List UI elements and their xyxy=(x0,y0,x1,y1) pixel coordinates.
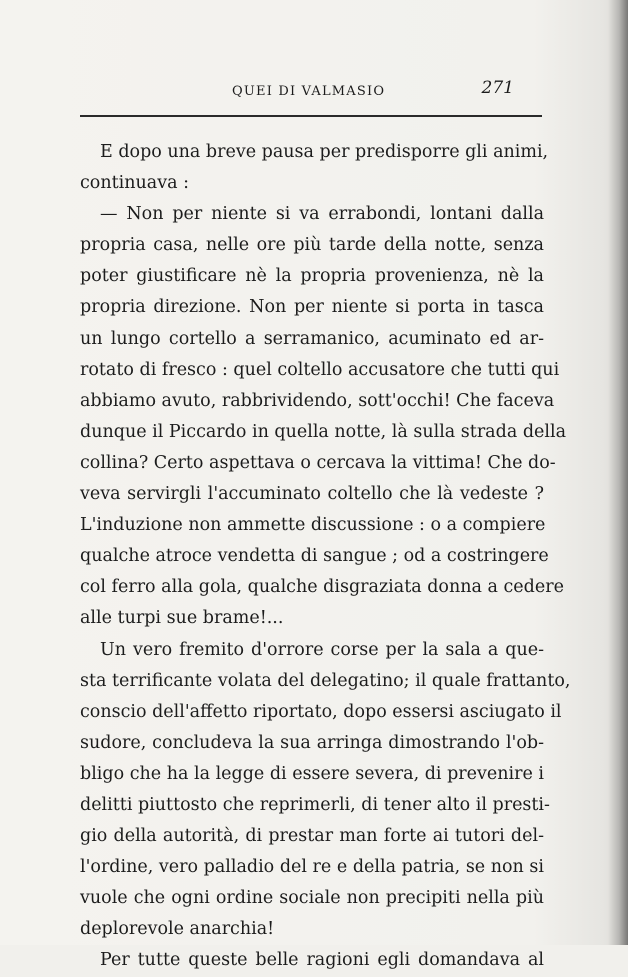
text-line: rotato di fresco : quel coltello accusatore che tutti qui xyxy=(80,359,560,380)
text-line: vuole che ogni ordine sociale non precipiti nella più xyxy=(80,888,544,909)
page-gutter-shadow xyxy=(608,0,628,945)
text-line: propria direzione. Non per niente si porta in tasca xyxy=(80,297,544,318)
text-line: l'ordine, vero palladio del re e della patria, se non si xyxy=(80,857,544,878)
text-line: L'induzione non ammette discussione : o a compiere xyxy=(80,515,546,536)
text-line: delitti piuttosto che reprimerli, di tener alto il presti- xyxy=(80,794,550,815)
text-line: poter giustificare nè la propria provenienza, nè la xyxy=(80,266,544,287)
text-line: bligo che ha la legge di essere severa, di prevenire i xyxy=(80,763,544,784)
text-line: alle turpi sue brame!... xyxy=(80,608,284,629)
text-line: gio della autorità, di prestar man forte ai tutori del- xyxy=(80,826,544,847)
body-text xyxy=(80,137,571,977)
text-line: sta terrificante volata del delegatino; il quale frattanto, xyxy=(80,670,571,691)
text-line: sudore, concludeva la sua arringa dimostrando l'ob- xyxy=(80,732,544,753)
text-line: veva servirgli l'accuminato coltello che là vedeste ? xyxy=(80,484,544,505)
header-rule xyxy=(80,115,542,117)
text-line: dunque il Piccardo in quella notte, là sulla strada della xyxy=(80,421,567,442)
text-line: un lungo cortello a serramanico, acuminato ed ar- xyxy=(80,328,544,349)
text-line: E dopo una breve pausa per predisporre gli animi, xyxy=(100,142,549,162)
text-line: — Non per niente si va errabondi, lontani dalla xyxy=(100,204,544,225)
text-line: Un vero fremito d'orrore corse per la sala a que- xyxy=(100,639,544,660)
running-title: QUEI DI VALMASIO xyxy=(232,84,386,99)
text-line: qualche atroce vendetta di sangue ; od a costringere xyxy=(80,546,549,567)
page-header xyxy=(80,78,542,102)
text-line: col ferro alla gola, qualche disgraziata donna a cedere xyxy=(80,577,564,598)
text-line: abbiamo avuto, rabbrividendo, sott'occhi! Che faceva xyxy=(80,390,555,411)
page-number: 271 xyxy=(481,78,514,98)
text-line: collina? Certo aspettava o cercava la vittima! Che do- xyxy=(80,452,556,473)
text-line: deplorevole anarchia! xyxy=(80,919,275,940)
text-line: propria casa, nelle ore più tarde della notte, senza xyxy=(80,235,544,256)
text-line: continuava : xyxy=(80,173,189,194)
text-line: Per tutte queste belle ragioni egli domandava al xyxy=(100,950,544,971)
text-line: conscio dell'affetto riportato, dopo essersi asciugato il xyxy=(80,701,562,722)
